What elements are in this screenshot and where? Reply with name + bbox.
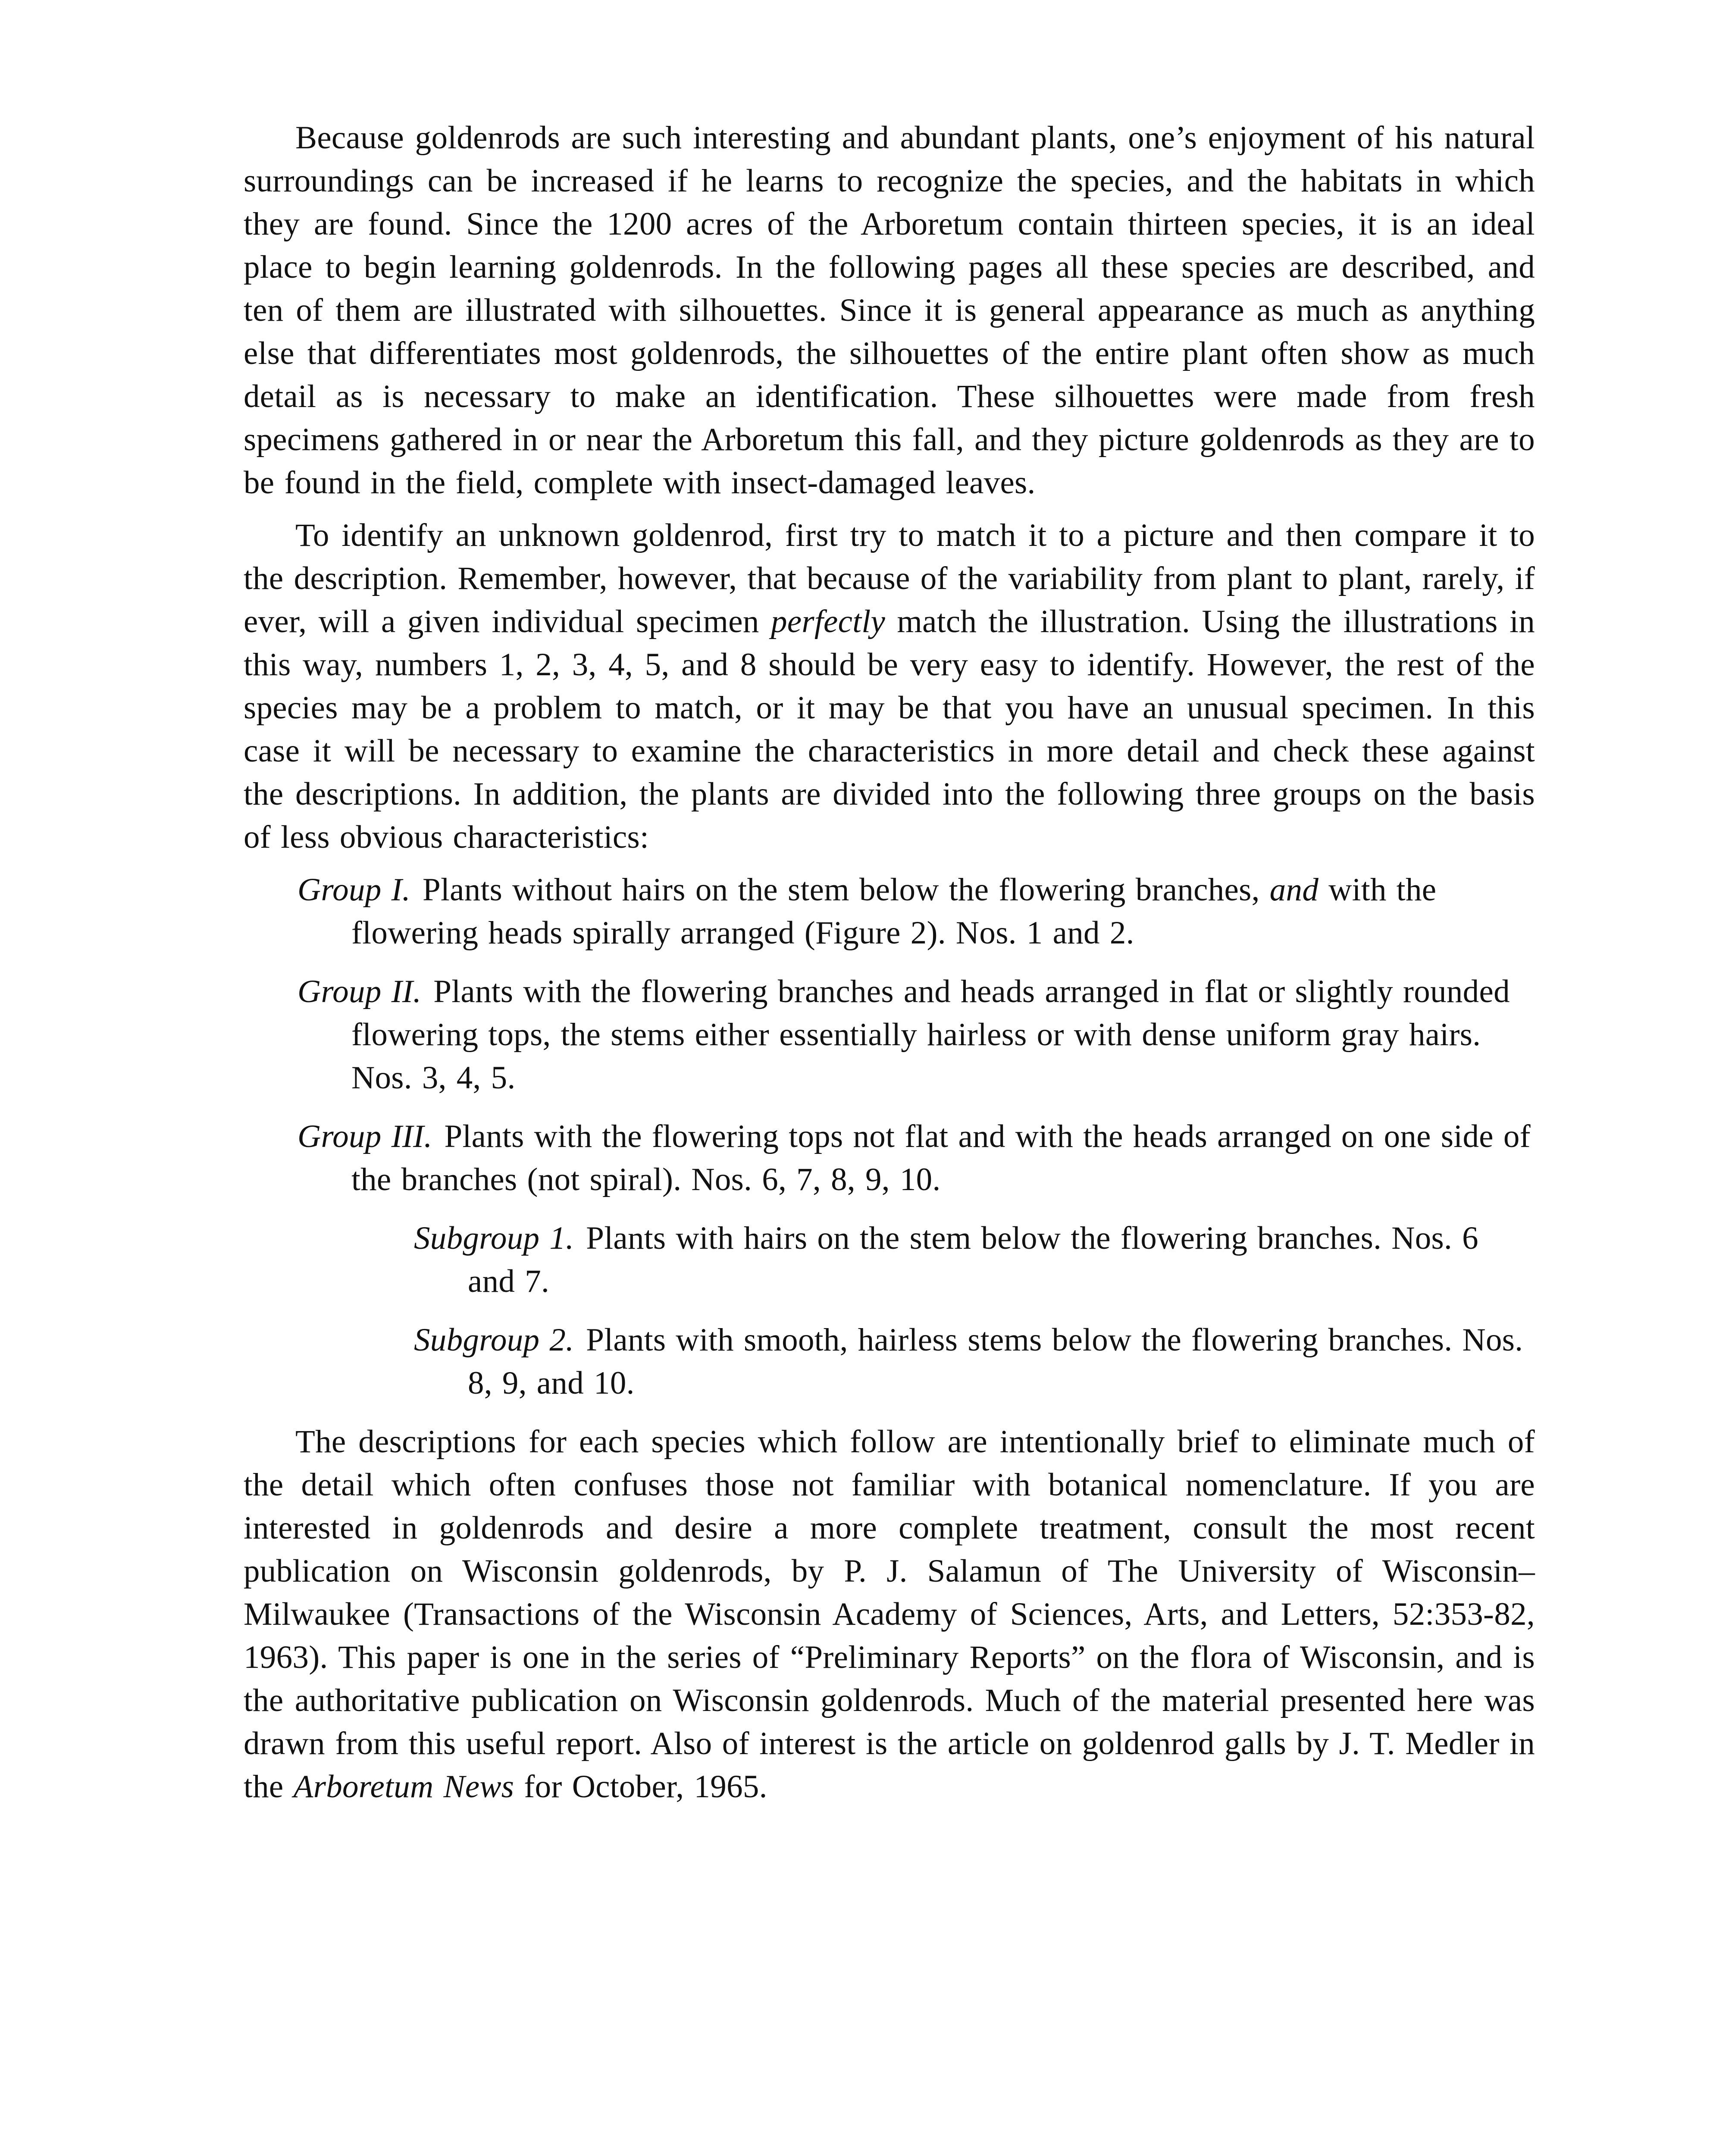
subgroup-2-entry [244, 1319, 1535, 1405]
publication-title-arboretum-news: Arboretum News [293, 1769, 514, 1805]
group-1-text-end: with the flowering heads spirally arranged (Figure 2). Nos. 1 and 2. [351, 872, 1437, 951]
group-3-label: Group III. [298, 1119, 432, 1154]
subgroup-2-label: Subgroup 2. [414, 1322, 574, 1358]
intro-paragraph: Because goldenrods are such interesting and abundant plants, one’s enjoyment of his natural surroundings can be increased if he learns to recognize the species, and the habitats in which they are found. Since the 1200 acres of the Arboretum contain thirteen species, it is an ideal place to begin learning goldenrods. In the following pages all these species are described, and ten of them are illustrated with silhouettes. Since it is general appearance as much as anything else that differentiates most goldenrods, the silhouettes of the entire plant often show as much detail as is necessary to make an identification. These silhouettes were made from fresh specimens gathered in or near the Arboretum this fall, and they picture goldenrods as they are to be found in the field, complete with insect-damaged leaves. [244, 120, 1535, 501]
references-paragraph-text-end: for October, 1965. [524, 1769, 767, 1805]
subgroup-1-label: Subgroup 1. [414, 1220, 574, 1256]
references-paragraph-text-start: The descriptions for each species which follow are intentionally brief to eliminate much of the detail which often confuses those not familiar with botanical nomenclature. If you are interested in goldenrods and desire a more complete treatment, consult the most recent publication on Wisconsin goldenrods, by P. J. Salamun of The University of Wisconsin–Milwaukee (Transactions of the Wisconsin Academy of Sciences, Arts, and Letters, 52:353-82, 1963). This paper is one in the series of “Preliminary Reports” on the flora of Wisconsin, and is the authoritative publication on Wisconsin goldenrods. Much of the material presented here was drawn from this useful report. Also of interest is the article on goldenrod galls by J. T. Medler in the [244, 1424, 1535, 1805]
subgroup-1-text: Plants with hairs on the stem below the flowering branches. Nos. 6 and 7. [468, 1220, 1478, 1299]
group-2-text: Plants with the flowering branches and heads arranged in flat or slightly rounded flowering tops, the stems either essentially hairless or with dense uniform gray hairs. Nos. 3, 4, 5. [351, 974, 1510, 1096]
emphasized-word-and: and [1269, 872, 1319, 908]
identification-paragraph [244, 514, 1535, 859]
emphasized-word-perfectly: perfectly [771, 604, 886, 639]
subgroup-2-text: Plants with smooth, hairless stems below the flowering branches. Nos. 8, 9, and 10. [468, 1322, 1523, 1401]
identification-paragraph-text-end: match the illustration. Using the illustrations in this way, numbers 1, 2, 3, 4, 5, and 8 should be very easy to identify. However, the rest of the species may be a problem to match, or it may be that you have an unusual specimen. In this case it will be necessary to examine the characteristics in more detail and check these against the descriptions. In addition, the plants are divided into the following three groups on the basis of less obvious characteristics: [244, 604, 1535, 855]
references-paragraph [244, 1420, 1535, 1808]
body-text [244, 116, 1535, 1818]
identification-paragraph-text-start: To identify an unknown goldenrod, first try to match it to a picture and then compare it to the description. Remember, however, that because of the variability from plant to plant, rarely, if ever, will a given individual specimen [244, 517, 1535, 639]
group-1-label: Group I. [298, 872, 410, 908]
group-3-entry [244, 1115, 1535, 1201]
group-2-entry [244, 970, 1535, 1100]
group-1-entry [244, 868, 1535, 955]
subgroup-1-entry [244, 1217, 1535, 1303]
group-3-text: Plants with the flowering tops not flat and with the heads arranged on one side of the branches (not spiral). Nos. 6, 7, 8, 9, 10. [351, 1119, 1531, 1197]
group-2-label: Group II. [298, 974, 422, 1009]
group-1-text-start: Plants without hairs on the stem below the flowering branches, [422, 872, 1260, 908]
